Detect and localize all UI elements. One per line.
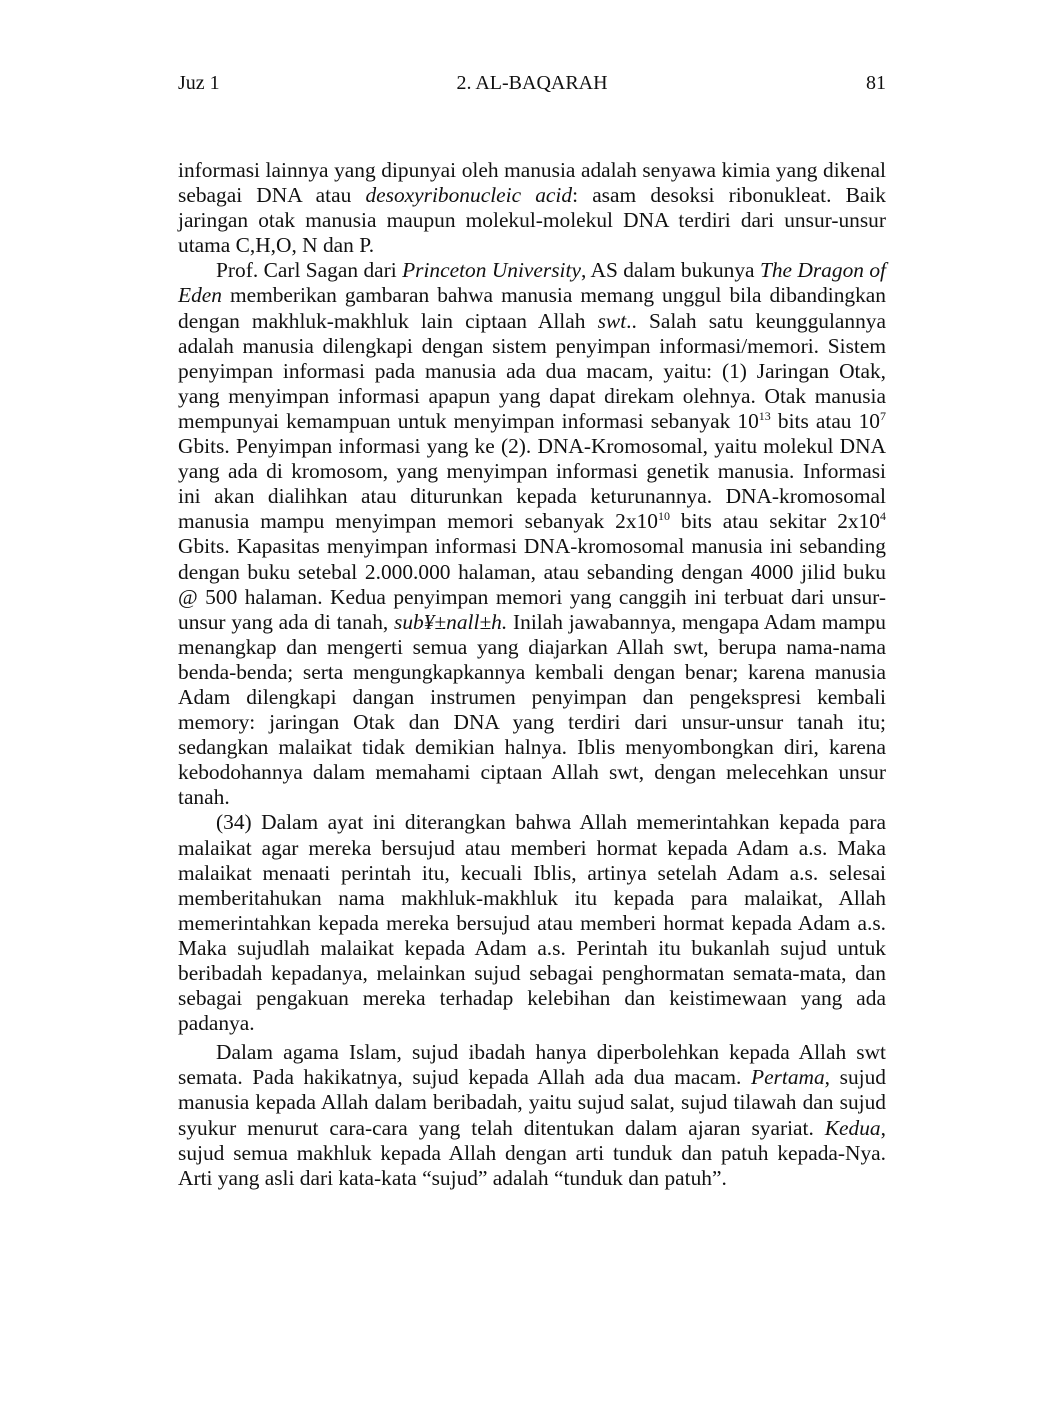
superscript: 10	[657, 509, 670, 524]
paragraph-1: informasi lainnya yang dipunyai oleh manusia adalah senyawa kimia yang dikenal sebagai DNA atau desoxyribonucleic acid: asam desoksi ribonukleat. Baik jaringan otak manusia maupun molekul-molekul DNA terdiri dari unsur-unsur utama C,H,O, N dan P.	[178, 158, 886, 258]
italic-term: The Dragon of Eden	[178, 258, 886, 308]
page-header	[178, 72, 886, 102]
italic-term: Kedua	[824, 1115, 881, 1140]
italic-term: Princeton University	[402, 258, 581, 283]
italic-term: ,	[703, 634, 709, 659]
juz-label: Juz 1	[178, 72, 220, 94]
italic-term: desoxyribonucleic acid	[365, 183, 573, 208]
italic-term: Pertama	[751, 1065, 825, 1090]
superscript: 7	[880, 408, 886, 423]
superscript: 4	[880, 509, 886, 524]
page-body	[178, 158, 886, 1191]
italic-term: swt	[597, 308, 627, 333]
page-number: 81	[866, 72, 886, 94]
italic-term: sub¥±nall±h.	[394, 609, 508, 634]
surah-title: 2. AL-BAQARAH	[456, 72, 608, 94]
paragraph-3: (34) Dalam ayat ini diterangkan bahwa Allah memerintahkan kepada para malaikat agar mereka bersujud atau memberi hormat kepada Adam a.s. Maka malaikat menaati perintah itu, kecuali Iblis, artinya setelah Adam a.s. selesai memberitahukan nama makhluk-makhluk itu kepada para malaikat, Allah memerintahkan kepada mereka bersujud atau memberi hormat kepada Adam a.s. Maka sujudlah malaikat kepada Adam a.s. Perintah itu bukanlah sujud untuk beribadah kepadanya, melainkan sujud sebagai penghormatan semata-mata, dan sebagai pengakuan mereka terhadap kelebihan dan keistimewaan yang ada padanya.	[178, 810, 886, 1036]
paragraph-2: Prof. Carl Sagan dari Princeton University, AS dalam bukunya The Dragon of Eden memberikan gambaran bahwa manusia memang unggul bila dibandingkan dengan makhluk-makhluk lain ciptaan Allah swt.. Salah satu keunggulannya adalah manusia dilengkapi dengan sistem penyimpan informasi/memori. Sistem penyimpan informasi pada manusia ada dua macam, yaitu: (1) Jaringan Otak, yang menyimpan informasi apapun yang dapat direkam olehnya. Otak manusia mempunyai kemampuan untuk menyimpan informasi sebanyak $10^{13}$ bits atau $10^7$ Gbits. Penyimpan informasi yang ke (2). DNA-Kromosomal, yaitu molekul DNA yang ada di kromosom, yang menyimpan informasi genetik manusia. Informasi ini akan dialihkan atau diturunkan kepada keturunannya. DNA-kromosomal manusia mampu menyimpan memori sebanyak $2x10^{10}$ bits atau sekitar $2x10^4$ Gbits. Kapasitas menyimpan informasi DNA-kromosomal manusia ini sebanding dengan buku setebal 2.000.000 halaman, atau sebanding dengan 4000 jilid buku @ 500 halaman. Kedua penyimpan memori yang canggih ini terbuat dari unsur-unsur yang ada di tanah, sub¥±nall±h. Inilah jawabannya, mengapa Adam mampu menangkap dan mengerti semua yang diajarkan Allah swt, berupa nama-nama benda-benda; serta mengungkapkannya kembali dengan benar; karena manusia Adam dilengkapi dangan instrumen penyimpan dan pengekspresi kembali memory: jaringan Otak dan DNA yang terdiri dari unsur-unsur tanah itu; sedangkan malaikat tidak demikian halnya. Iblis menyombongkan diri, karena kebodohannya dalam memahami ciptaan Allah swt, dengan melecehkan unsur tanah.	[178, 258, 887, 810]
paragraph-4: Dalam agama Islam, sujud ibadah hanya diperbolehkan kepada Allah swt semata. Pada hakikatnya, sujud kepada Allah ada dua macam. Pertama, sujud manusia kepada Allah dalam beribadah, yaitu sujud salat, sujud tilawah dan sujud syukur menurut cara-cara yang telah ditentukan dalam ajaran syariat. Kedua, sujud semua makhluk kepada Allah dengan arti tunduk dan patuh kepada-Nya. Arti yang asli dari kata-kata “sujud” adalah “tunduk dan patuh”.	[178, 1040, 886, 1190]
superscript: 13	[758, 408, 771, 423]
